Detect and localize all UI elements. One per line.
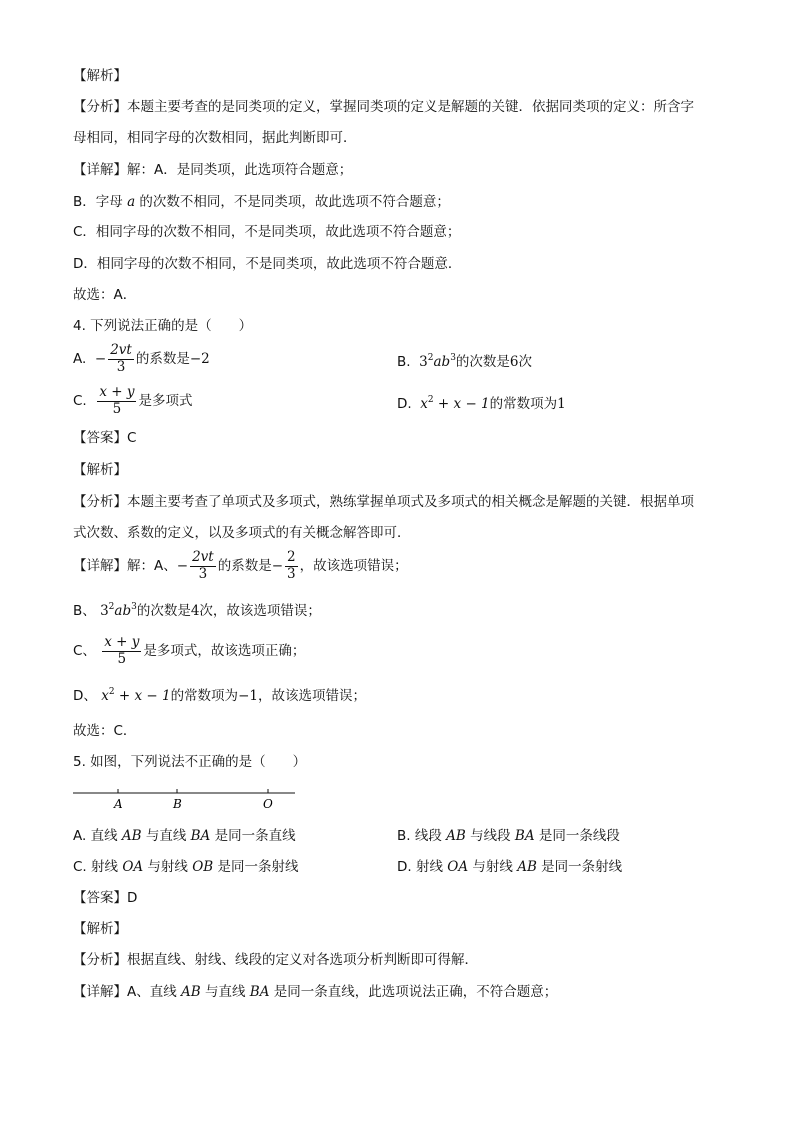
q5-analysis-text: 【分析】根据直线、射线、线段的定义对各选项分析判断即可得解．: [73, 952, 478, 968]
q5-option-d: D. 射线 OA 与射线 AB 是同一条射线: [397, 859, 623, 875]
q4-option-d: D. $x^2 + x - 1$的常数项为1: [397, 395, 566, 412]
q5-stem: 5. 如图，下列说法不正确的是（ ）: [73, 754, 307, 770]
q4-answer: 【答案】C: [73, 430, 137, 446]
analysis-text-line1: 【分析】本题主要考查的是同类项的定义，掌握同类项的定义是解题的关键．依据同类项的定义：所含字: [73, 99, 694, 115]
number-line-figure: [73, 787, 303, 813]
detail-line-b: B．字母 a 的次数不相同，不是同类项，故此选项不符合题意；: [73, 194, 450, 210]
q5-detail-a: 【详解】A、直线 AB 与直线 BA 是同一条直线，此选项说法正确，不符合题意；: [73, 984, 558, 1000]
detail-line-a: 【详解】解：A．是同类项，此选项符合题意；: [73, 162, 353, 178]
fraction: $\frac{x + y}{5}$: [99, 384, 135, 417]
fraction: $\frac{2vt}{3}$: [110, 342, 132, 375]
q4-option-c: C. $\frac{x + y}{5}$ 是多项式: [73, 384, 193, 417]
fraction: $\frac{2vt}{3}$: [192, 549, 214, 582]
q4-detail-a: 【详解】解：A、− $\frac{2vt}{3}$ 的系数是− $\frac{2}{3}$ ，故该选项错误；: [73, 549, 408, 582]
q4-analysis-line1: 【分析】本题主要考查了单项式及多项式，熟练掌握单项式及多项式的相关概念是解题的关键．根据单项: [73, 494, 694, 510]
q5-option-b: B. 线段 AB 与线段 BA 是同一条线段: [397, 828, 620, 844]
detail-line-c: C．相同字母的次数不相同，不是同类项，故此选项不符合题意；: [73, 224, 461, 240]
q4-option-a: A. − $\frac{2vt}{3}$ 的系数是−2: [73, 342, 210, 375]
q4-detail-c: C、 $\frac{x + y}{5}$ 是多项式，故该选项正确；: [73, 634, 306, 667]
point-o-label: O: [263, 797, 273, 811]
detail-line-d: D．相同字母的次数不相同，不是同类项，故此选项不符合题意．: [73, 256, 462, 272]
q5-answer: 【答案】D: [73, 890, 138, 906]
q5-option-a: A. 直线 AB 与直线 BA 是同一条直线: [73, 828, 296, 844]
conclusion: 故选：A．: [73, 287, 137, 303]
fraction: $\frac{x + y}{5}$: [104, 634, 140, 667]
q4-option-b: B. $3^2ab^3$的次数是6次: [397, 353, 533, 370]
point-b-label: B: [173, 797, 182, 811]
q4-analysis-heading: 【解析】: [73, 462, 127, 478]
point-a-label: A: [114, 797, 123, 811]
analysis-heading: 【解析】: [73, 68, 127, 84]
q5-analysis-heading: 【解析】: [73, 921, 127, 937]
analysis-text-line2: 母相同，相同字母的次数相同，据此判断即可．: [73, 130, 357, 146]
q4-conclusion: 故选：C．: [73, 723, 137, 739]
q4-stem: 4. 下列说法正确的是（ ）: [73, 318, 253, 334]
q4-detail-b: B、 $3^2ab^3$的次数是4次，故该选项错误；: [73, 602, 321, 619]
fraction: $\frac{2}{3}$: [287, 549, 296, 582]
q4-analysis-line2: 式次数、系数的定义，以及多项式的有关概念解答即可．: [73, 525, 411, 541]
q5-option-c: C. 射线 OA 与射线 OB 是同一条射线: [73, 859, 299, 875]
q4-detail-d: D、 $x^2 + x - 1$的常数项为−1，故该选项错误；: [73, 687, 366, 704]
